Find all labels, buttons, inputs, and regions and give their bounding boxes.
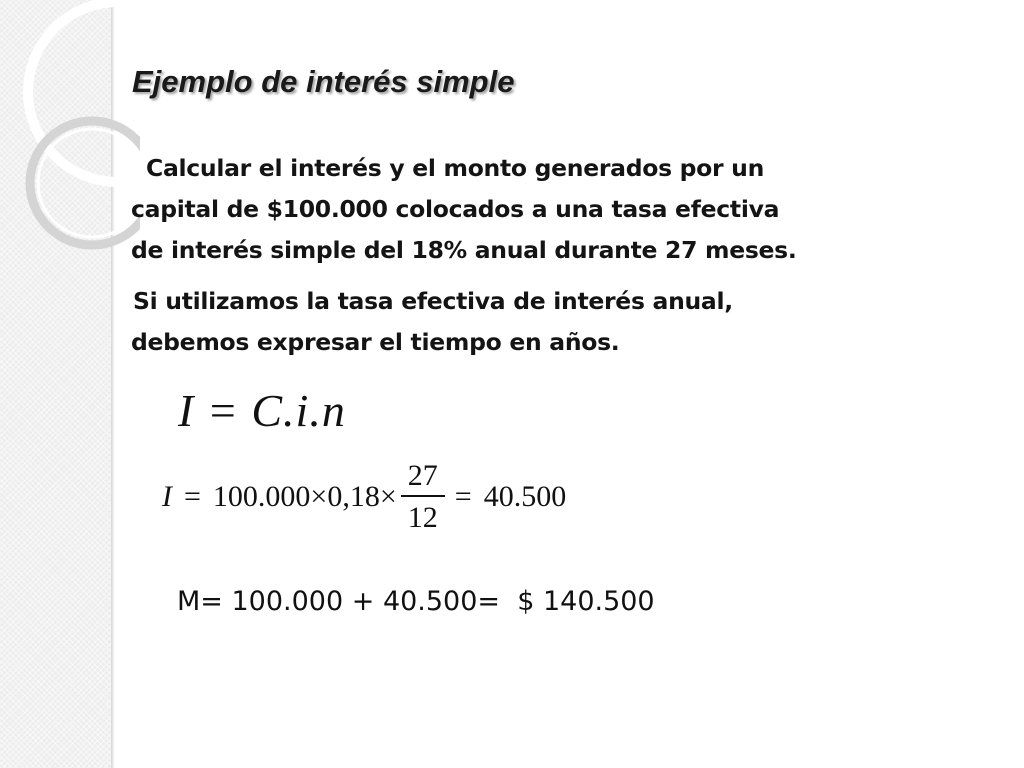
calc-rate: 0,18 [327, 480, 380, 513]
calc-equals: = [184, 480, 201, 513]
fraction-numerator: 27 [407, 459, 438, 492]
problem-line-3: de interés simple del 18% anual durante 27 meses. [131, 236, 797, 264]
calc-equals-2: = [454, 480, 472, 513]
calc-variable: I [162, 480, 172, 513]
monto-result: M= 100.000 + 40.500= $ 140.500 [177, 586, 655, 617]
problem-statement [131, 148, 951, 271]
time-fraction [401, 459, 445, 535]
calc-capital: 100.000 [212, 480, 311, 513]
method-note [131, 281, 951, 363]
problem-line-1: Calcular el interés y el monto generados por un [146, 154, 765, 182]
calc-times-1: × [310, 480, 328, 513]
fraction-denominator: 12 [407, 501, 438, 534]
calc-times-2: × [379, 480, 397, 513]
interest-calculation [162, 452, 566, 542]
calc-result: 40.500 [483, 480, 567, 513]
decorative-circles [0, 0, 140, 260]
problem-line-2: capital de $100.000 colocados a una tasa efectiva [131, 195, 780, 223]
method-line-2: debemos expresar el tiempo en años. [131, 328, 620, 356]
slide-title: Ejemplo de interés simple [132, 64, 515, 99]
method-line-1: Si utilizamos la tasa efectiva de interés anual, [133, 287, 733, 315]
simple-interest-formula: I = C.i.n [178, 385, 346, 436]
